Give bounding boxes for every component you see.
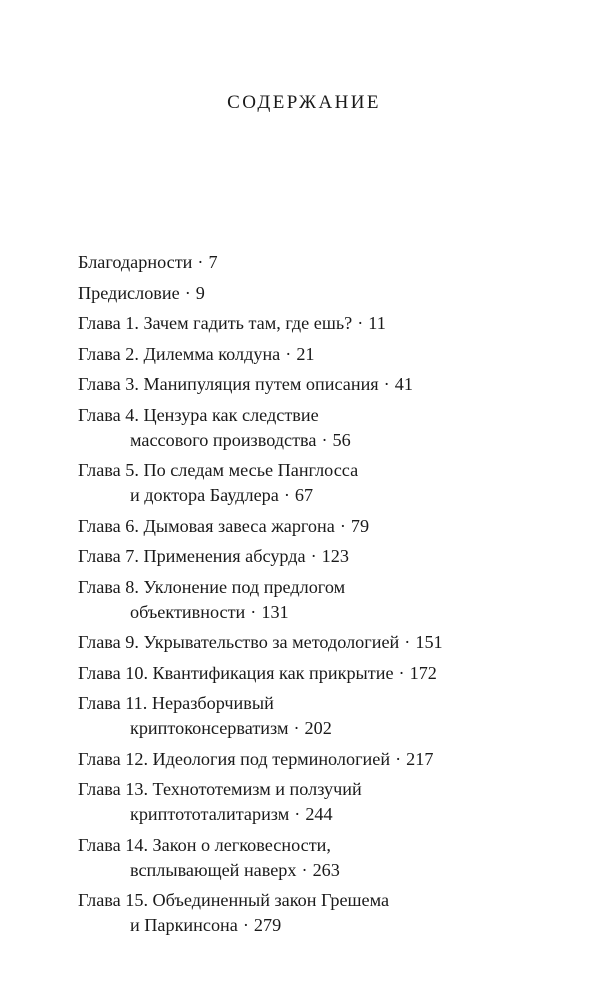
toc-entry — [78, 661, 538, 686]
toc-page-number: 67 — [294, 485, 314, 505]
toc-entry-title: Глава 4. Цензура как следствие — [78, 404, 319, 425]
toc-separator: · — [283, 485, 290, 505]
toc-separator: · — [383, 374, 390, 394]
toc-entry-title: Глава 14. Закон о легковесности, — [78, 834, 331, 855]
toc-entry — [78, 747, 538, 772]
toc-page-number: 21 — [296, 343, 315, 364]
toc-entry — [78, 777, 538, 827]
toc-entry-title: Глава 11. Неразборчивый — [78, 693, 274, 713]
toc-entry-title: Благодарности — [78, 252, 193, 272]
toc-separator: · — [398, 662, 405, 683]
toc-separator: · — [197, 252, 204, 272]
toc-separator: · — [242, 915, 249, 935]
toc-separator: · — [310, 546, 317, 566]
toc-entry — [78, 691, 538, 741]
toc-separator: · — [357, 313, 364, 333]
toc-separator: · — [250, 601, 257, 622]
toc-entry-title: Глава 1. Зачем гадить там, где ешь? — [78, 313, 353, 333]
toc-entry — [78, 888, 538, 938]
toc-entry — [78, 342, 538, 367]
toc-page-number: 279 — [253, 915, 282, 935]
toc-separator: · — [294, 804, 301, 824]
toc-entry-title: Глава 13. Технототемизм и ползучий — [78, 779, 362, 799]
toc-entry-title: Глава 7. Применения абсурда — [78, 546, 306, 566]
toc-separator: · — [395, 748, 402, 769]
toc-page-number: 172 — [409, 662, 437, 683]
toc-entry — [78, 250, 538, 275]
toc-entry — [78, 514, 538, 539]
table-of-contents — [78, 250, 538, 944]
toc-page-number: 11 — [368, 313, 386, 333]
toc-separator: · — [301, 859, 308, 880]
toc-page-number: 41 — [394, 374, 413, 394]
toc-entry — [78, 833, 538, 883]
toc-entry — [78, 575, 538, 625]
toc-separator: · — [404, 632, 411, 652]
toc-entry — [78, 630, 538, 655]
toc-separator: · — [184, 282, 191, 303]
toc-page-number: 151 — [415, 632, 443, 652]
toc-entry-title: Глава 8. Уклонение под предлогом — [78, 576, 346, 597]
toc-page-number: 7 — [208, 252, 218, 272]
toc-page-number: 56 — [332, 429, 351, 450]
toc-entry-title-continued: всплывающей наверх — [130, 859, 297, 880]
toc-separator: · — [285, 343, 292, 364]
toc-entry-title: Глава 5. По следам месье Панглосса — [78, 460, 359, 480]
toc-entry-title-continued: криптототалитаризм — [130, 804, 290, 824]
page-title: СОДЕРЖАНИЕ — [227, 92, 381, 113]
toc-page-number: 79 — [350, 515, 370, 536]
toc-entry-title: Глава 2. Дилемма колдуна — [78, 343, 281, 364]
toc-entry-title-continued: и доктора Баудлера — [130, 485, 279, 505]
toc-entry-title: Глава 3. Манипуляция путем описания — [78, 374, 379, 394]
toc-entry — [78, 403, 538, 453]
toc-entry-title: Глава 6. Дымовая завеса жаргона — [78, 515, 335, 536]
toc-page-number: 202 — [304, 718, 332, 738]
toc-page-number: 244 — [305, 804, 333, 824]
toc-separator: · — [321, 429, 328, 450]
toc-entry-title: Глава 10. Квантификация как прикрытие — [78, 662, 394, 683]
toc-separator: · — [339, 515, 346, 536]
toc-page-number: 9 — [195, 282, 205, 303]
toc-page-number: 263 — [312, 859, 340, 880]
toc-entry-title: Глава 15. Объединенный закон Грешема — [78, 890, 390, 910]
toc-page-number: 217 — [406, 748, 434, 769]
toc-entry-title-continued: объективности — [130, 601, 246, 622]
toc-entry-title: Глава 9. Укрывательство за методологией — [78, 632, 400, 652]
toc-entry-title: Предисловие — [78, 282, 180, 303]
toc-separator: · — [293, 718, 300, 738]
toc-entry-title-continued: криптоконсерватизм — [130, 718, 289, 738]
toc-entry — [78, 458, 538, 508]
toc-page-number: 131 — [261, 601, 289, 622]
toc-entry-title-continued: массового производства — [130, 429, 317, 450]
toc-entry-title: Глава 12. Идеология под терминологией — [78, 748, 391, 769]
toc-entry — [78, 372, 538, 397]
toc-entry — [78, 311, 538, 336]
toc-page-number: 123 — [321, 546, 349, 566]
toc-entry — [78, 281, 538, 306]
toc-entry — [78, 544, 538, 569]
toc-entry-title-continued: и Паркинсона — [130, 915, 238, 935]
